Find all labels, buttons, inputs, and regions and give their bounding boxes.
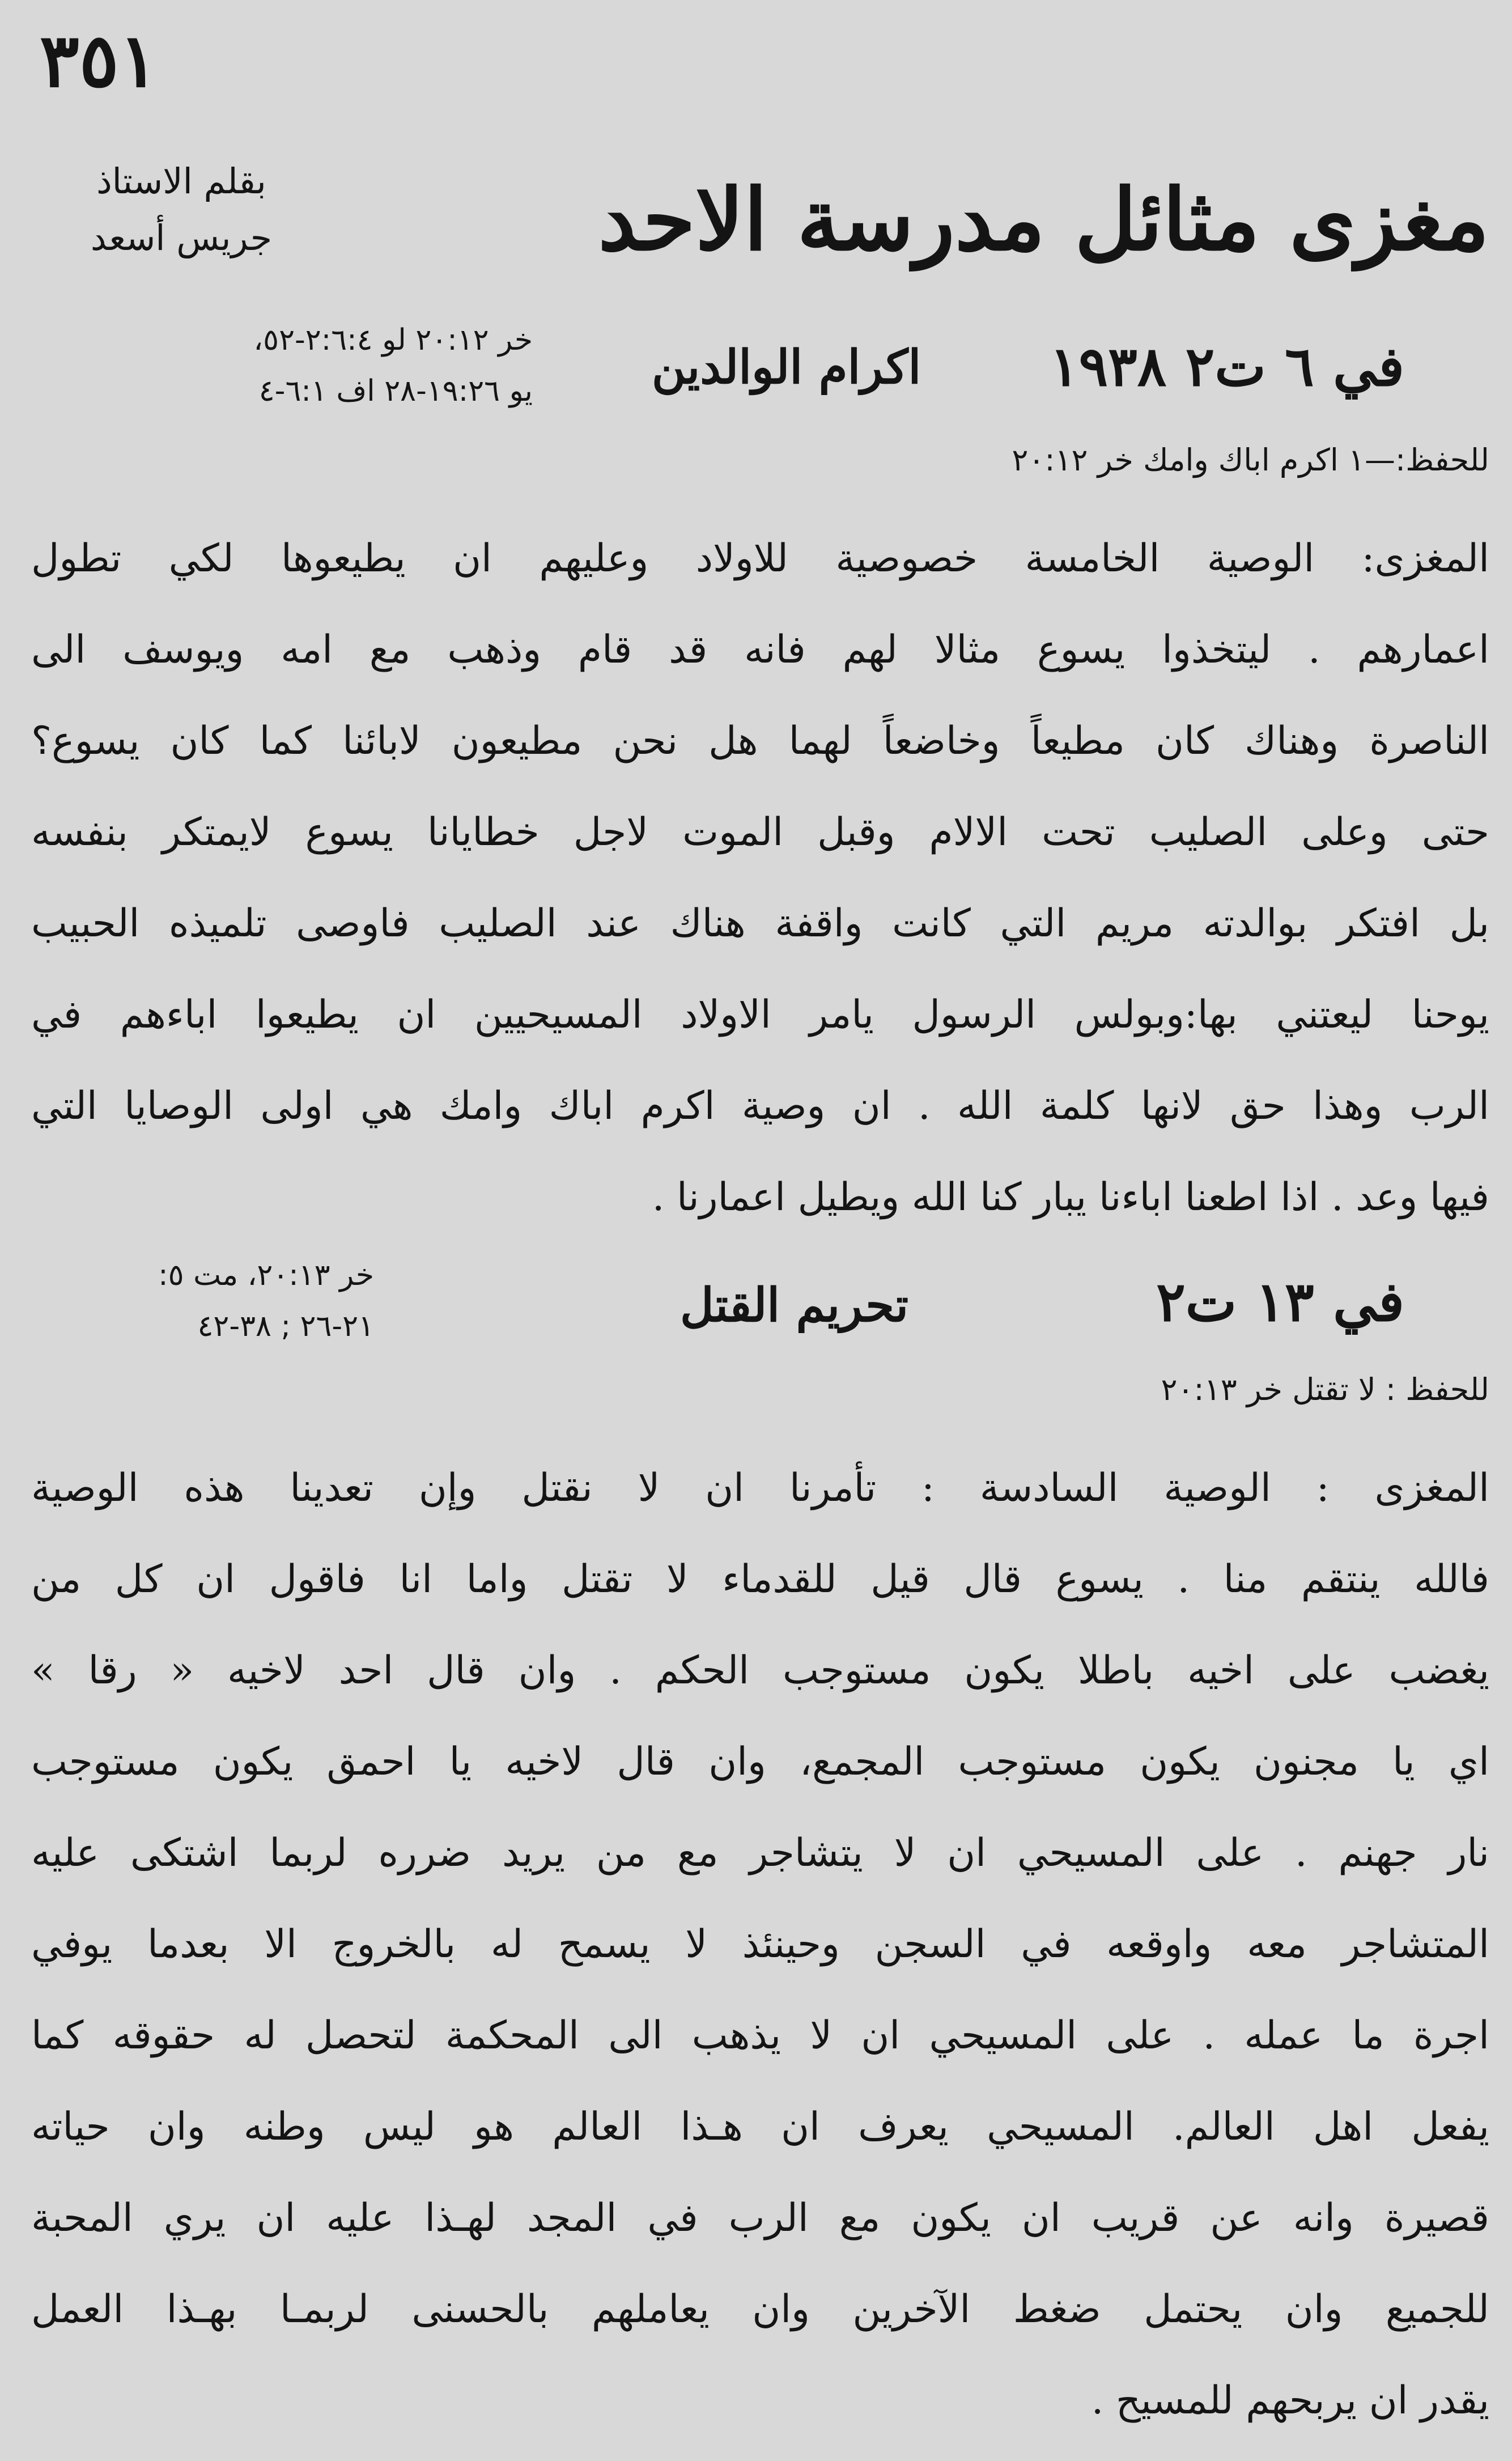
lesson2-title: تحريم القتل: [680, 1278, 909, 1333]
lesson1-refs-line-2: يو ١٩:٢٦-٢٨ اف ٦:١-٤: [258, 374, 533, 408]
body-line: المتشاجر معه واوقعه في السجن وحينئذ لا يسمح له بالخروج الا بعدما يوفي: [31, 1922, 1489, 1967]
lesson1-refs-line-1: خر ٢٠:١٢ لو ٢:٦:٤-٥٢،: [253, 323, 533, 357]
body-line: الرب وهذا حق لانها كلمة الله . ان وصية اكرم اباك وامك هي اولى الوصايا التي: [31, 1084, 1489, 1128]
lesson1-date: في ٦ ت٢ ١٩٣٨: [1050, 334, 1404, 398]
body-line: اي يا مجنون يكون مستوجب المجمع، وان قال لاخيه يا احمق يكون مستوجب: [31, 1739, 1489, 1784]
author-name: جريس أسعد: [90, 217, 273, 258]
body-line: اجرة ما عمله . على المسيحي ان لا يذهب الى المحكمة لتحصل له حقوقه كما: [31, 2013, 1489, 2058]
lesson1-references: [23, 315, 533, 417]
body-line: نار جهنم . على المسيحي ان لا يتشاجر مع من يريد ضرره لربما اشتكى عليه: [31, 1831, 1489, 1876]
lesson2-memorize-verse: للحفظ : لا تقتل خر ٢٠:١٣: [1161, 1372, 1489, 1407]
body-line: الناصرة وهناك كان مطيعاً وخاضعاً لهما هل نحن مطيعون لابائنا كما كان يسوع؟: [31, 719, 1489, 763]
article-title: مغزى مثائل مدرسة الاحد: [598, 170, 1489, 270]
body-line: المغزى: الوصية الخامسة خصوصية للاولاد وعليهم ان يطيعوها لكي تطول: [31, 536, 1489, 581]
author-line-1: بقلم الاستاذ: [96, 160, 266, 202]
body-line: يقدر ان يربحهم للمسيح .: [1091, 2378, 1489, 2423]
lesson2-refs-line-2: ٢١-٢٦ ; ٣٨-٤٢: [197, 1309, 374, 1343]
author-byline: [62, 153, 300, 266]
body-line: يغضب على اخيه باطلا يكون مستوجب الحكم . وان قال احد لاخيه « رقا »: [31, 1648, 1489, 1693]
lesson2-references: [23, 1250, 374, 1352]
body-line: المغزى : الوصية السادسة : تأمرنا ان لا نقتل وإن تعدينا هذه الوصية: [31, 1466, 1489, 1510]
body-line: فيها وعد . اذا اطعنا اباءنا يبار كنا الله ويطيل اعمارنا .: [652, 1175, 1489, 1220]
lesson2-refs-line-1: خر ٢٠:١٣، مت ٥:: [158, 1258, 374, 1292]
lesson1-body: [31, 513, 1489, 1243]
body-line: يوحنا ليعتني بها:وبولس الرسول يامر الاولاد المسيحيين ان يطيعوا اباءهم في: [31, 992, 1489, 1037]
lesson1-memorize-verse: للحفظ:—١ اكرم اباك وامك خر ٢٠:١٢: [1012, 442, 1489, 478]
lesson2-body: [31, 1442, 1489, 2446]
lesson1-title: اكرام الوالدين: [652, 340, 921, 394]
lesson2-date: في ١٣ ت٢: [1156, 1270, 1404, 1334]
page-number: ٣٥١: [40, 17, 159, 104]
body-line: للجميع وان يحتمل ضغط الآخرين وان يعاملهم بالحسنى لربمـا بهـذا العمل: [31, 2287, 1489, 2332]
body-line: قصيرة وانه عن قريب ان يكون مع الرب في المجد لهـذا عليه ان يري المحبة: [31, 2196, 1489, 2241]
body-line: يفعل اهل العالم. المسيحي يعرف ان هـذا العالم هو ليس وطنه وان حياته: [31, 2104, 1489, 2149]
body-line: حتى وعلى الصليب تحت الالام وقبل الموت لاجل خطايانا يسوع لايمتكر بنفسه: [31, 810, 1489, 855]
body-line: بل افتكر بوالدته مريم التي كانت واقفة هناك عند الصليب فاوصى تلميذه الحبيب: [31, 901, 1489, 946]
body-line: فالله ينتقم منا . يسوع قال قيل للقدماء لا تقتل واما انا فاقول ان كل من: [31, 1557, 1489, 1602]
body-line: اعمارهم . ليتخذوا يسوع مثالا لهم فانه قد قام وذهب مع امه ويوسف الى: [31, 627, 1489, 672]
